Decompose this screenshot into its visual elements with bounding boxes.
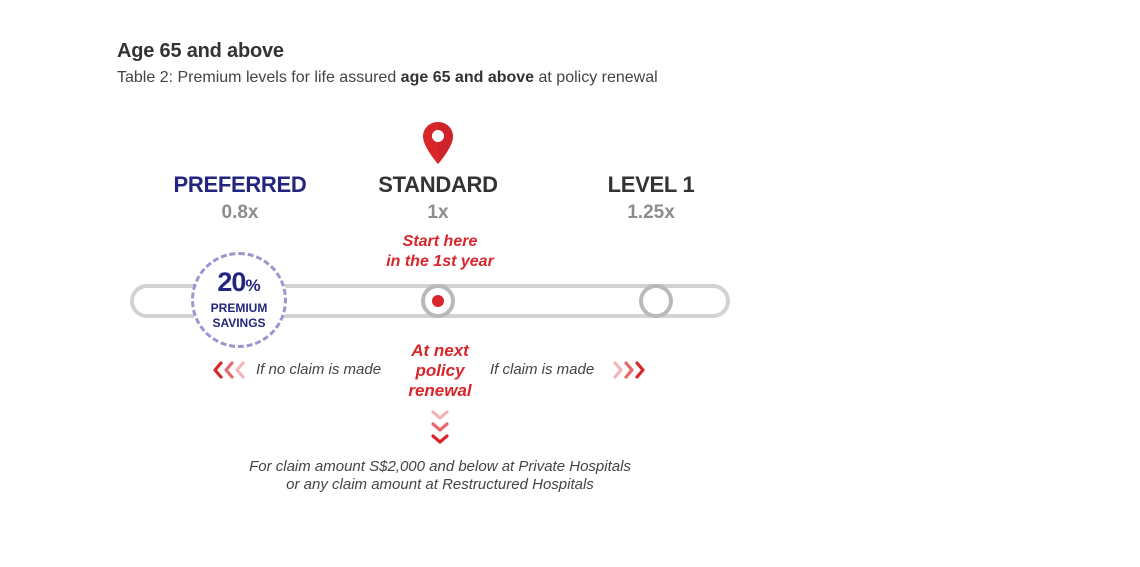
- no-claim-label: If no claim is made: [256, 361, 382, 378]
- savings-line2: SAVINGS: [212, 316, 266, 330]
- chevrons-right-icon: [608, 361, 646, 379]
- section-title: Age 65 and above: [117, 40, 284, 62]
- current-level-dot: [432, 295, 444, 307]
- renewal-note: [380, 341, 500, 401]
- level-name-level1: LEVEL 1: [607, 172, 695, 197]
- chevrons-down-icon: [430, 408, 450, 446]
- renewal-note-line3: renewal: [408, 381, 472, 400]
- level-name-preferred: PREFERRED: [173, 172, 307, 197]
- level-multiplier-preferred: 0.8x: [221, 202, 259, 223]
- caption-prefix: Table 2: Premium levels for life assured: [117, 69, 401, 86]
- level-name-standard: STANDARD: [378, 172, 498, 197]
- node-standard: [421, 284, 455, 318]
- premium-savings-badge: [191, 252, 287, 348]
- node-level1: [639, 284, 673, 318]
- start-note-line2: in the 1st year: [386, 253, 494, 270]
- table-caption: [117, 69, 658, 87]
- savings-unit: %: [245, 276, 261, 295]
- savings-number: 20: [217, 267, 246, 297]
- caption-bold: age 65 and above: [400, 69, 535, 86]
- renewal-note-line2: policy: [415, 361, 465, 380]
- level-multiplier-level1: 1.25x: [627, 202, 675, 223]
- start-here-note: [340, 232, 540, 272]
- renewal-note-line1: At next: [411, 341, 469, 360]
- location-pin-icon: [421, 120, 455, 166]
- claim-label: If claim is made: [490, 361, 595, 378]
- savings-percentage: [194, 267, 284, 298]
- footnote-line2: or any claim amount at Restructured Hospitals: [286, 476, 594, 493]
- chevrons-left-icon: [212, 361, 250, 379]
- level-multiplier-standard: 1x: [427, 202, 449, 223]
- footnote-line1: For claim amount S$2,000 and below at Private Hospitals: [249, 458, 631, 475]
- caption-suffix: at policy renewal: [534, 69, 658, 86]
- savings-line1: PREMIUM: [210, 301, 268, 315]
- savings-label: [194, 301, 284, 331]
- start-note-line1: Start here: [402, 233, 478, 250]
- claim-condition-footnote: [190, 458, 690, 494]
